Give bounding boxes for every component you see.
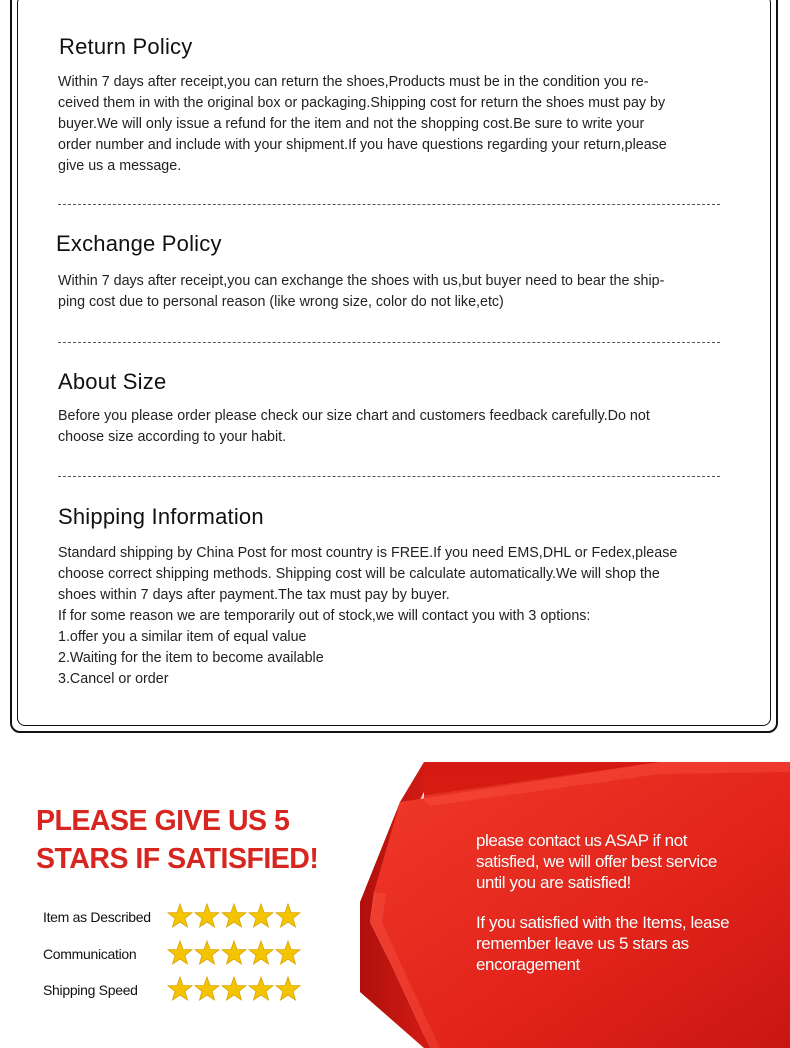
return-policy-line: order number and include with your shipment.If you have questions regarding your return,please xyxy=(58,137,667,153)
shipping-info-line: shoes within 7 days after payment.The tax must pay by buyer. xyxy=(58,587,450,603)
red-gift-box-image xyxy=(360,762,790,1048)
return-policy-title: Return Policy xyxy=(59,34,193,59)
rating-label: Shipping Speed xyxy=(43,982,138,998)
star-icon xyxy=(222,941,246,964)
box-contact-line: until you are satisfied! xyxy=(476,873,631,892)
star-icon xyxy=(249,941,273,964)
shipping-info-title: Shipping Information xyxy=(58,504,264,529)
return-policy-line: give us a message. xyxy=(58,158,182,174)
exchange-policy-line: ping cost due to personal reason (like wrong size, color do not like,etc) xyxy=(58,294,504,310)
promo-headline-line: PLEASE GIVE US 5 xyxy=(36,805,290,837)
five-stars-icon xyxy=(167,902,307,932)
rating-label: Communication xyxy=(43,946,137,962)
rating-row-communication xyxy=(43,939,343,969)
shipping-info-line: choose correct shipping methods. Shipping cost will be calculate automatically.We will shop the xyxy=(58,566,660,582)
shipping-option: 2.Waiting for the item to become available xyxy=(58,650,324,666)
rating-row-shipping-speed xyxy=(43,975,343,1005)
section-divider xyxy=(58,342,720,343)
return-policy-line: ceived them in with the original box or packaging.Shipping cost for return the shoes must pay by xyxy=(58,95,666,111)
promo-headline xyxy=(36,802,318,878)
rating-label: Item as Described xyxy=(43,909,151,925)
star-icon xyxy=(222,904,246,927)
star-icon xyxy=(195,977,219,1000)
about-size-line: choose size according to your habit. xyxy=(58,429,287,445)
star-icon xyxy=(195,904,219,927)
exchange-policy-title: Exchange Policy xyxy=(56,231,222,256)
star-icon xyxy=(249,904,273,927)
exchange-policy-line: Within 7 days after receipt,you can exchange the shoes with us,but buyer need to bear the ship- xyxy=(58,273,665,289)
box-stars-line: encoragement xyxy=(476,955,580,974)
star-icon xyxy=(222,977,246,1000)
about-size-title: About Size xyxy=(58,369,167,394)
return-policy-line: buyer.We will only issue a refund for the item and not the shopping cost.Be sure to write your xyxy=(58,116,645,132)
star-icon xyxy=(276,977,300,1000)
section-divider xyxy=(58,476,720,477)
star-icon xyxy=(168,977,192,1000)
shipping-info-text xyxy=(58,543,728,690)
shipping-option: 1.offer you a similar item of equal value xyxy=(58,629,307,645)
return-policy-line: Within 7 days after receipt,you can return the shoes,Products must be in the condition you re- xyxy=(58,74,649,90)
return-policy-text xyxy=(58,72,728,177)
red-box-icon xyxy=(360,762,790,1048)
about-size-text xyxy=(58,406,728,448)
star-icon xyxy=(195,941,219,964)
box-stars-request-message xyxy=(476,912,729,975)
five-star-promo-banner xyxy=(0,752,790,1048)
box-contact-line: please contact us ASAP if not xyxy=(476,831,688,850)
shipping-option: 3.Cancel or order xyxy=(58,671,169,687)
rating-row-item-described xyxy=(43,902,343,932)
box-stars-line: If you satisfied with the Items, lease xyxy=(476,913,730,932)
section-divider xyxy=(58,204,720,205)
about-size-line: Before you please order please check our size chart and customers feedback carefully.Do not xyxy=(58,408,650,424)
star-icon xyxy=(276,941,300,964)
star-icon xyxy=(168,941,192,964)
shipping-info-line: If for some reason we are temporarily out of stock,we will contact you with 3 options: xyxy=(58,608,591,624)
promo-headline-line: STARS IF SATISFIED! xyxy=(36,843,319,875)
five-stars-icon xyxy=(167,939,307,969)
box-stars-line: remember leave us 5 stars as xyxy=(476,934,689,953)
shipping-info-line: Standard shipping by China Post for most country is FREE.If you need EMS,DHL or Fedex,please xyxy=(58,545,678,561)
box-contact-message xyxy=(476,830,717,893)
exchange-policy-text xyxy=(58,271,728,313)
box-contact-line: satisfied, we will offer best service xyxy=(476,852,717,871)
star-icon xyxy=(249,977,273,1000)
five-stars-icon xyxy=(167,975,307,1005)
star-icon xyxy=(168,904,192,927)
star-icon xyxy=(276,904,300,927)
